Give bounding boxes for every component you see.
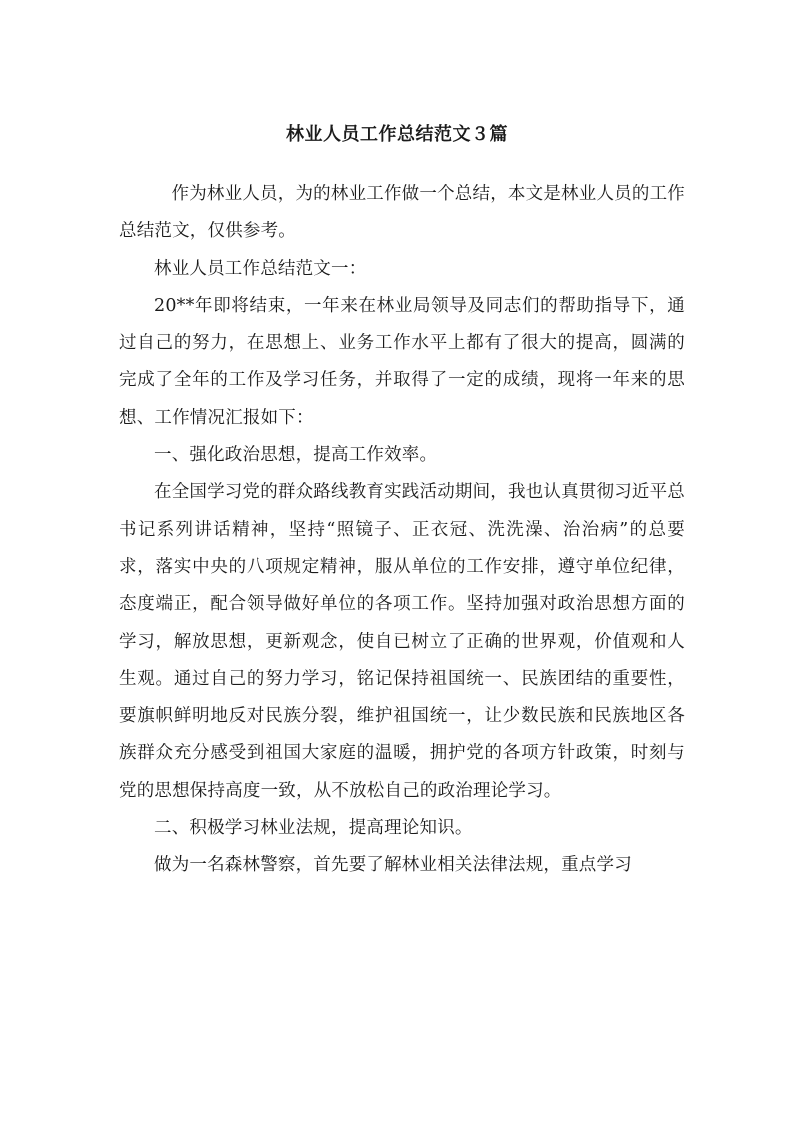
section-heading-2: 二、积极学习林业法规，提高理论知识。 (154, 818, 473, 839)
paragraph-intro: 作为林业人员，为的林业工作做一个总结，本文是林业人员的工作总结范文，仅供参考。 (119, 184, 685, 242)
paragraph-forest-police: 做为一名森林警察，首先要了解林业相关法律法规，重点学习 (154, 855, 632, 876)
section-heading-1: 一、强化政治思想，提高工作效率。 (154, 445, 438, 466)
paragraph-year-summary: 20**年即将结束，一年来在林业局领导及同志们的帮助指导下，通过自己的努力，在思想上、业务工作水平上都有了很大的提高，圆满的完成了全年的工作及学习任务，并取得了一定的成绩，现将一年来的思想、工作情况汇报如下： (119, 295, 685, 428)
paragraph-political-study: 在全国学习党的群众路线教育实践活动期间，我也认真贯彻习近平总书记系列讲话精神，坚持“照镜子、正衣冠、洗洗澡、治治病”的总要求，落实中央的八项规定精神，服从单位的工作安排，遵守单位纪律，态度端正，配合领导做好单位的各项工作。坚持加强对政治思想方面的学习，解放思想，更新观念，使自已树立了正确的世界观，价值观和人生观。通过自己的努力学习，铭记保持祖国统一、民族团结的重要性，要旗帜鲜明地反对民族分裂，维护祖国统一，让少数民族和民族地区各族群众充分感受到祖国大家庭的温暖，拥护党的各项方针政策，时刻与党的思想保持高度一致，从不放松自己的政治理论学习。 (119, 482, 685, 801)
document-body (119, 176, 685, 885)
document-title: 林业人员工作总结范文３篇 (286, 124, 508, 145)
paragraph-sample-heading: 林业人员工作总结范文一： (154, 258, 367, 279)
